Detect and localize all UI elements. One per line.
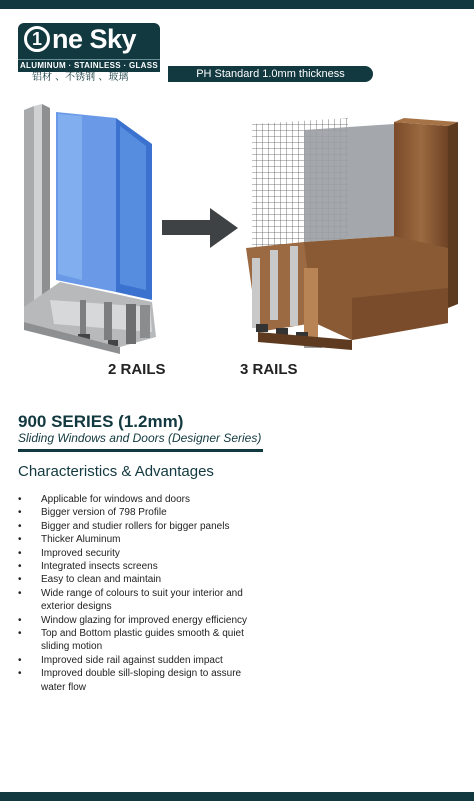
logo-tagline: ALUMINUM · STAINLESS · GLASS [19, 61, 159, 70]
logo-wordmark: ne Sky [52, 24, 137, 54]
list-item: • Bigger and studier rollers for bigger panels [18, 520, 230, 532]
list-item: • Improved security [18, 547, 120, 559]
title-divider [18, 449, 263, 452]
three-rail-window-image [244, 118, 466, 358]
list-item: • Easy to clean and maintain [18, 574, 162, 586]
list-item: • Improved side rail against sudden impact [18, 654, 223, 666]
three-rails-label: 3 RAILS [240, 361, 298, 378]
product-subtitle: Sliding Windows and Doors (Designer Series) [18, 431, 262, 445]
product-title: 900 SERIES (1.2mm) [18, 412, 184, 431]
logo-chinese-tagline: 铝材 、不锈钢 、玻璃 [32, 72, 129, 83]
list-item: • Bigger version of 798 Profile [18, 507, 167, 519]
bottom-bar [0, 792, 474, 801]
brand-logo [18, 23, 160, 85]
standard-note: PH Standard 1.0mm thickness [168, 66, 373, 82]
section-heading: Characteristics & Advantages [18, 463, 214, 480]
list-item: • Improved double sill-sloping design to assure water flow [18, 668, 242, 693]
list-item: • Wide range of colours to suit your interior and exterior designs [18, 587, 243, 613]
list-item: • Integrated insects screens [18, 561, 158, 573]
features-list [18, 493, 318, 694]
list-item: • Thicker Aluminum [18, 534, 121, 546]
logo-header [18, 23, 160, 59]
list-item: • Window glazing for improved energy efficiency [18, 614, 248, 626]
two-rails-label: 2 RAILS [108, 361, 166, 378]
arrow-icon [160, 206, 240, 250]
two-rail-window-image [20, 102, 170, 357]
logo-mark: 1 [24, 26, 50, 52]
top-bar [0, 0, 474, 9]
list-item: • Top and Bottom plastic guides smooth & quiet sliding motion [18, 628, 244, 653]
list-item: • Applicable for windows and doors [18, 494, 190, 505]
